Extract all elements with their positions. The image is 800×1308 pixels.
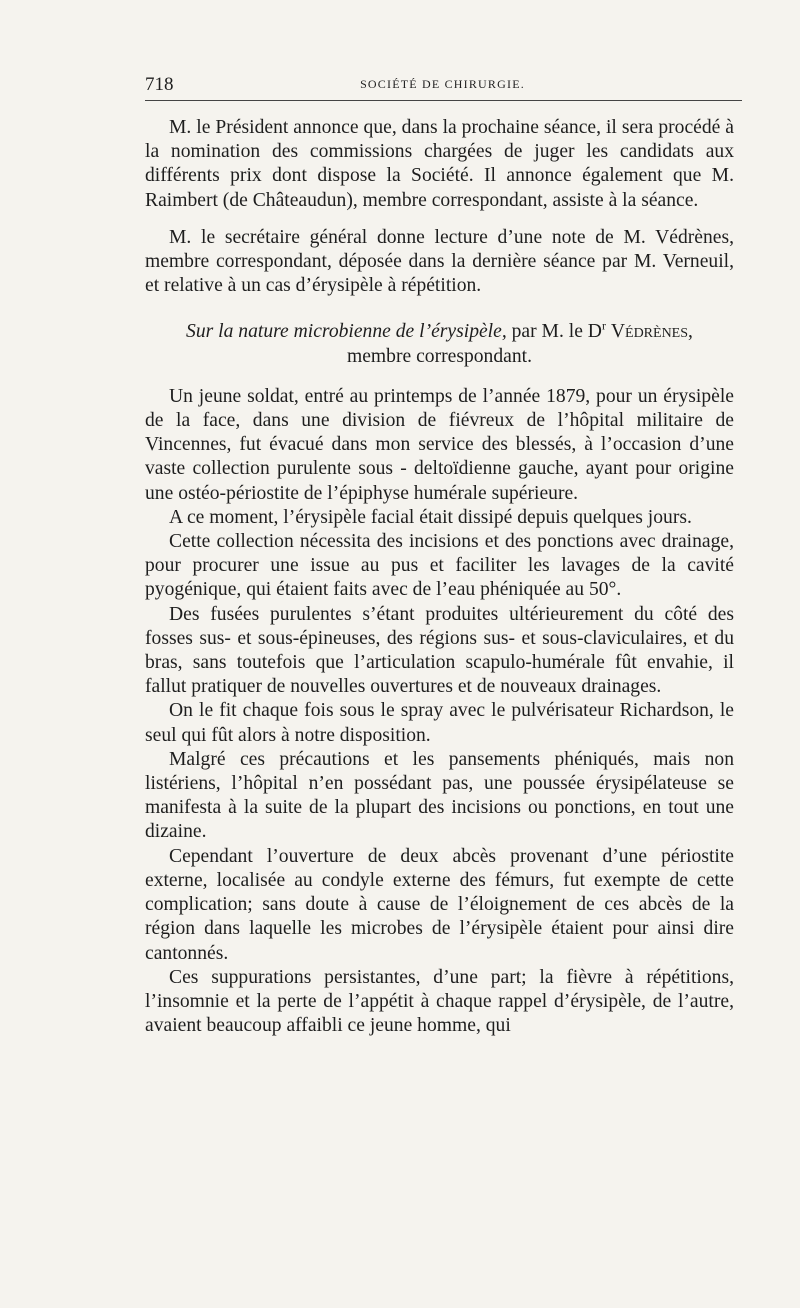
body-paragraph: A ce moment, l’érysipèle facial était dissipé depuis quelques jours. [169,506,692,528]
page-body [145,116,734,1038]
paragraph-announcement: M. le Président annonce que, dans la prochaine séance, il sera procédé à la nomination des commissions chargées de juger les candidats aux différents prix dont dispose la Société. Il annonce également que M. Raimbert (de Châteaudun), membre correspondant, assiste à la séance. [145,117,734,211]
article-title-by: par M. le D [506,321,602,343]
article-title [145,320,734,344]
body-paragraph: Ces suppurations persistantes, d’une part; la fièvre à répétitions, l’insomnie et la perte de l’appétit à chaque rappel d’érysipèle, de l’autre, avaient beaucoup affaibli ce jeune homme, qui [145,966,734,1037]
page-number: 718 [145,74,174,95]
running-head [145,74,740,98]
body-paragraph: Cependant l’ouverture de deux abcès provenant d’une périostite externe, localisée au condyle externe des fémurs, fut exempte de cette complication; sans doute à cause de l’éloignement de ces abcès de la région dans laquelle les microbes de l’érysipèle étaient pour ainsi dire cantonnés. [145,845,734,964]
body-paragraph: Cette collection nécessita des incisions et des ponctions avec drainage, pour procurer une issue au pus et faciliter les lavages de la cavité pyogénique, qui étaient faits avec de l’eau phéniquée au 50°. [145,531,734,601]
body-paragraph: Des fusées purulentes s’étant produites ultérieurement du côté des fosses sus- et sous-épineuses, des régions sus- et sous-claviculaires, et du bras, sans toutefois que l’articulation scapulo-humérale fût envahie, il fallut pratiquer de nouvelles ouvertures et de nouveaux drainages. [145,603,734,698]
article-author: Védrènes, [610,321,693,343]
running-title: SOCIÉTÉ DE CHIRURGIE. [360,77,525,91]
body-paragraph: On le fit chaque fois sous le spray avec le pulvérisateur Richardson, le seul qui fût alors à notre disposition. [145,700,734,746]
article-title-italic: Sur la nature microbienne de l’érysipèle, [186,321,507,343]
body-paragraph: Malgré ces précautions et les pansements phéniqués, mais non listériens, l’hôpital n’en possédant pas, une poussée érysipélateuse se manifesta à la suite de la plupart des incisions ou ponctions, en tout une dizaine. [145,748,734,843]
article-subtitle: membre correspondant. [347,345,532,367]
header-rule [145,100,742,101]
paragraph-secretary: M. le secrétaire général donne lecture d’une note de M. Védrènes, membre correspondant, déposée dans la dernière séance par M. Verneuil, et relative à un cas d’érysipèle à répétition. [145,226,734,297]
article-title-sup: r [601,318,606,333]
body-paragraph: Un jeune soldat, entré au printemps de l’année 1879, pour un érysipèle de la face, dans une division de fiévreux de l’hôpital militaire de Vincennes, fut évacué dans mon service des blessés, à l’occasion d’une vaste collection purulente sous - deltoïdienne gauche, ayant pour origine une ostéo-périostite de l’épiphyse humérale supérieure. [145,385,734,504]
